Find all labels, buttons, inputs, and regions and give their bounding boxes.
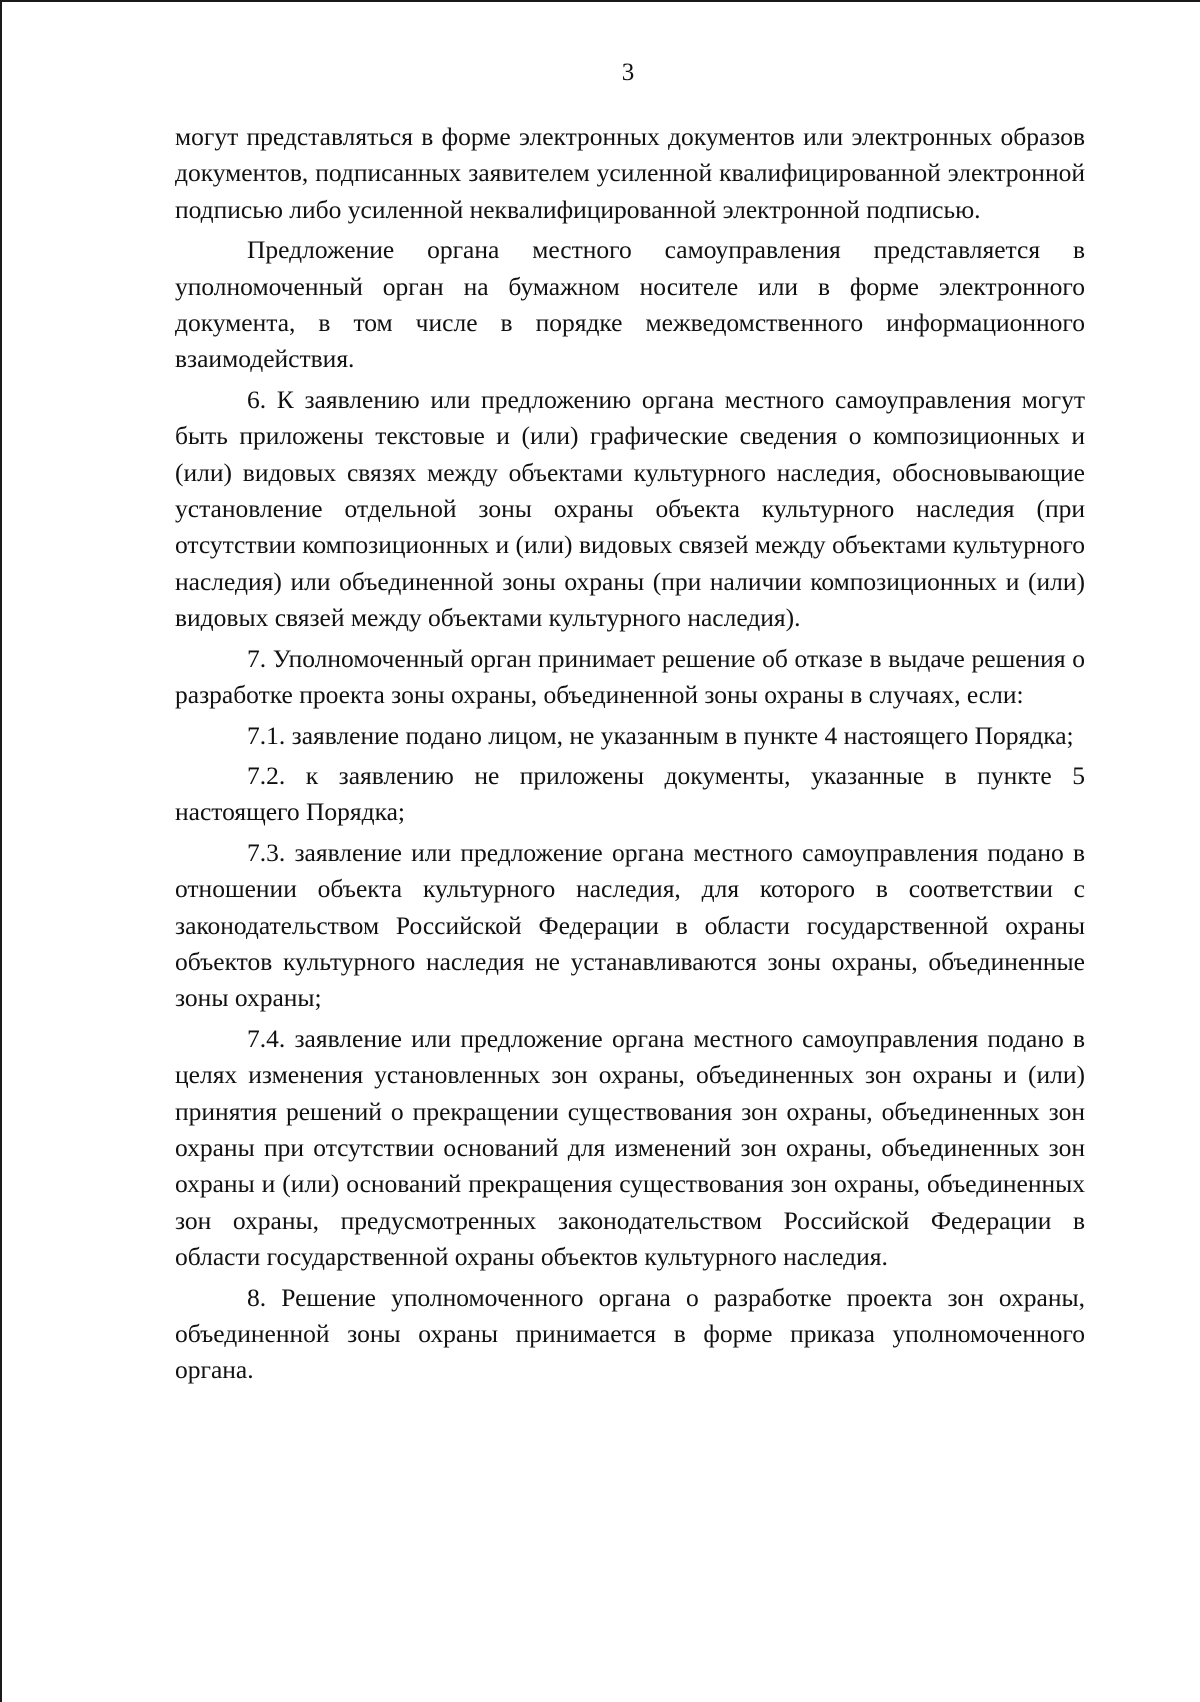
paragraph-item-7-2: 7.2. к заявлению не приложены документы, указанные в пункте 5 настоящего Порядка; [175,760,1085,827]
paragraph-item-7: 7. Уполномоченный орган принимает решение об отказе в выдаче решения о разработке проекта зоны охраны, объединенной зоны охраны в случаях, если: [175,643,1085,710]
paragraph-item-6: 6. К заявлению или предложению органа местного самоуправления могут быть приложены текстовые и (или) графические сведения о композиционных и (или) видовых связях между объектами культурного наследия, обосновывающие установление отдельной зоны охраны объекта культурного наследия (при отсутствии композиционных и (или) видовых связей между объектами культурного наследия) или объединенной зоны охраны (при наличии композиционных и (или) видовых связей между объектами культурного наследия). [175,384,1085,633]
page-number: 3 [621,59,635,86]
document-body [175,119,1085,1393]
paragraph-proposal-submission: Предложение органа местного самоуправления представляется в уполномоченный орган на бумажном носителе или в форме электронного документа, в том числе в порядке межведомственного информационного взаимодействия. [175,235,1085,374]
scan-edge-top [0,0,1200,2]
paragraph-continuation: могут представляться в форме электронных документов или электронных образов документов, подписанных заявителем усиленной квалифицированной электронной подписью либо усиленной неквалифицированной электронной подписью. [175,122,1085,224]
paragraph-item-7-4: 7.4. заявление или предложение органа местного самоуправления подано в целях изменения установленных зон охраны, объединенных зон охраны и (или) принятия решений о прекращении существования зон охраны, объединенных зон охраны при отсутствии оснований для изменений зон охраны, объединенных зон охраны и (или) оснований прекращения существования зон охраны, объединенных зон охраны, предусмотренных законодательством Российской Федерации в области государственной охраны объектов культурного наследия. [175,1023,1085,1272]
paragraph-item-7-1: 7.1. заявление подано лицом, не указанным в пункте 4 настоящего Порядка; [247,720,1074,750]
paragraph-item-7-3: 7.3. заявление или предложение органа местного самоуправления подано в отношении объекта культурного наследия, для которого в соответствии с законодательством Российской Федерации в области государственной охраны объектов культурного наследия не устанавливаются зоны охраны, объединенные зоны охраны; [175,837,1085,1013]
paragraph-item-8: 8. Решение уполномоченного органа о разработке проекта зон охраны, объединенной зоны охраны принимается в форме приказа уполномоченного органа. [175,1282,1085,1385]
scan-edge-left [0,0,2,1702]
